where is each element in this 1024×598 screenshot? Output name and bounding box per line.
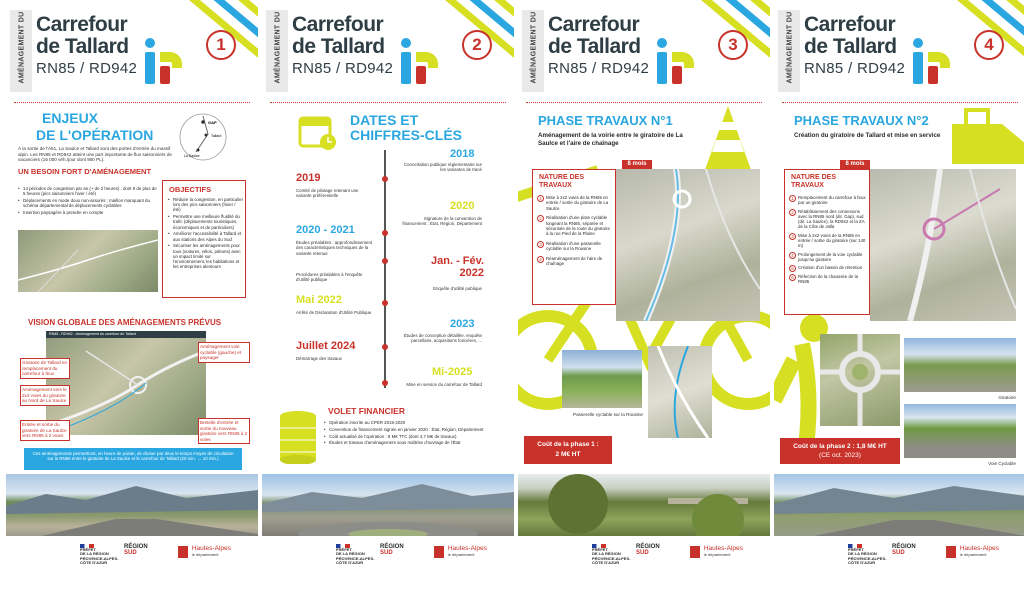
department-logo: Hautes-Alpes le département bbox=[178, 546, 231, 558]
timeline-text: Arrêté de Déclaration d'Utilité Publique bbox=[296, 310, 372, 315]
panel-header bbox=[6, 0, 258, 100]
divider bbox=[270, 102, 506, 103]
besoin-title: UN BESOIN FORT D'AMÉNAGEMENT bbox=[18, 167, 152, 176]
callout: Entrée et sortie du giratoire de La Saulce vers RN85 à 2 voies bbox=[20, 420, 70, 441]
header-title: Carrefour de Tallard bbox=[292, 13, 385, 58]
timeline-year: 2023 bbox=[450, 318, 475, 330]
vertical-label: AMÉNAGEMENT DU bbox=[266, 10, 288, 92]
department-logo: Hautes-Alpes le département bbox=[434, 546, 487, 558]
objectifs-box: OBJECTIFS • Réduire la congestion, en particulier lors des pics saisonniers (hiver / été) • Permettre une meilleure fluidité du trafic (déplacements touristiques, économiques et de particuliers) • Améliorer l'accessibilité à Tallard et aux stations des Alpes du Sud • Sécuriser les aménagements pour tous (voitures, vélos, piétons) avec un impact limité sur l'environnement, les habitations et les entreprises alentours bbox=[162, 180, 246, 298]
panel-4 bbox=[774, 0, 1024, 598]
list-item: • Études et travaux d'aménagement sous maîtrise d'ouvrage de l'État bbox=[324, 440, 504, 445]
list-item: 1 Remplacement du carrefour à feux par un giratoire bbox=[789, 195, 867, 206]
header-roads: RN85 / RD942 bbox=[548, 60, 650, 77]
vertical-label: AMÉNAGEMENT DU bbox=[778, 10, 800, 92]
list-item: • Réduire la congestion, en particulier lors des pics saisonniers (hiver / été) bbox=[168, 197, 244, 213]
cost-box: Coût de la phase 1 : 2 M€ HT bbox=[524, 436, 612, 464]
list-item: 1 Mise à 2x2 voies de la RN85 en entrée / sortie du giratoire de La Saulce bbox=[537, 195, 613, 211]
timeline-text: Études préalables : approfondissement des caractéristiques techniques de la variante retenue bbox=[296, 240, 373, 256]
panel-number: 1 bbox=[206, 30, 236, 60]
list-item: 3 Réalisation d'une passerelle cyclable sur la Rousine bbox=[537, 241, 613, 252]
coins-icon bbox=[276, 408, 320, 464]
list-item: 4 Prolongement de la voie cyclable jusqu'au giratoire bbox=[789, 252, 867, 263]
timeline-year: 2019 bbox=[296, 172, 321, 184]
list-item: 5 Création d'un bassin de rétention bbox=[789, 265, 867, 270]
list-item: • Insertion paysagère à prendre en compte bbox=[18, 210, 158, 215]
timeline-year: Juillet 2024 bbox=[296, 340, 356, 352]
compass-map-icon bbox=[178, 112, 228, 162]
list-item: • Convention de financement signée en janvier 2020 : État, Région, Département bbox=[324, 427, 504, 432]
phase-title: PHASE TRAVAUX N°2 bbox=[794, 113, 929, 128]
list-item: • Permettre une meilleure fluidité du trafic (déplacements touristiques, économiques et de particuliers) bbox=[168, 214, 244, 230]
callout: Aménagement voie cyclable (gauche) et paysager bbox=[198, 342, 250, 363]
intro-text: À la sortie de l'A51, La Saulce et Tallard sont des portes d'entrée du massif alpin. Les RN85 et RD942 atteint une part importante de flux saisonniers de vacanciers (16 000 véh./jour dont 900 PL). bbox=[18, 146, 172, 163]
divider bbox=[14, 102, 250, 103]
list-item: • 14 périodes de congestion par an (+ de 2 heures) : dont 9 de plus de 5 heures (pics saisonniers hiver / été) bbox=[18, 186, 158, 196]
divider bbox=[782, 102, 1018, 103]
phase-subtitle: Création du giratoire de Tallard et mise en service bbox=[794, 132, 941, 139]
detail-map bbox=[648, 346, 712, 438]
panel-2 bbox=[262, 0, 514, 598]
panel-header bbox=[262, 0, 514, 100]
list-item: • Améliorer l'accessibilité à Tallard et aux stations des Alpes du Sud bbox=[168, 231, 244, 241]
department-logo: Hautes-Alpes le département bbox=[946, 546, 999, 558]
site-photo bbox=[774, 474, 1024, 544]
header-roads: RN85 / RD942 bbox=[804, 60, 906, 77]
footer-logos bbox=[262, 536, 514, 598]
list-item: • Opération inscrite au CPER 2015-2020 bbox=[324, 420, 504, 425]
timeline-year: 2018 bbox=[450, 148, 475, 160]
section-title: DATES ET CHIFFRES-CLÉS bbox=[350, 112, 462, 143]
list-item: 6 Réfection de la chaussée de la RN85 bbox=[789, 274, 867, 285]
callout: Bretelle d'entrée et sortie du nouveau giratoire vers RN85 à 2 voies bbox=[198, 418, 250, 444]
list-item: 2 Réalisation d'une piste cyclable longeant la RN85, séparée et sécurisée de la route du giratoire à la rue Pied de la Plaine bbox=[537, 215, 613, 237]
list-item: • Sécuriser les aménagements pour tous (voitures, vélos, piétons) avec un impact limité sur l'environnement, les habitations et les entreprises alentours bbox=[168, 243, 244, 269]
vertical-label: AMÉNAGEMENT DU bbox=[10, 10, 32, 92]
region-logo: RÉGION SUD bbox=[380, 544, 404, 556]
list-item: 4 Réaménagement de l'aire de chaînage bbox=[537, 256, 613, 267]
divider bbox=[526, 102, 762, 103]
svg-text:Tallard: Tallard bbox=[211, 134, 222, 138]
bulldozer-icon bbox=[942, 104, 1024, 164]
timeline-text: Signature de la convention de financement : État, Région, Département bbox=[402, 216, 482, 227]
timeline-year: Jan. - Fév. 2022 bbox=[431, 255, 484, 279]
panel-header bbox=[518, 0, 770, 100]
prefet-logo: PRÉFET DE LA RÉGION PROVENCE-ALPES- CÔTE D'AZUR bbox=[848, 544, 886, 566]
calendar-icon bbox=[298, 112, 338, 152]
header-title: Carrefour de Tallard bbox=[804, 13, 897, 58]
header-roads: RN85 / RD942 bbox=[292, 60, 394, 77]
header-title: Carrefour de Tallard bbox=[36, 13, 129, 58]
department-logo: Hautes-Alpes le département bbox=[690, 546, 743, 558]
prefet-logo: PRÉFET DE LA RÉGION PROVENCE-ALPES- CÔTE D'AZUR bbox=[80, 544, 118, 566]
giratoire-photo bbox=[904, 338, 1016, 392]
phase-subtitle: Aménagement de la voirie entre le giratoire de La Saulce et l'aire de chaînage bbox=[538, 132, 683, 147]
timeline-axis bbox=[384, 150, 386, 388]
bridge-photo bbox=[562, 350, 642, 408]
photo-caption: Passerelle cyclable sur la Rousine bbox=[573, 412, 643, 417]
cost-box: Coût de la phase 2 : 1,8 M€ HT (CE oct. 2023) bbox=[780, 438, 900, 464]
timeline-year: 2020 - 2021 bbox=[296, 224, 355, 236]
timeline-text: Procédures préalables à l'enquête d'utilité publique bbox=[296, 272, 363, 283]
photo-caption: Voie Cyclable bbox=[988, 461, 1016, 466]
list-item: • Coût actualisé de l'opération : 8 M€ TTC (dont 4,7 M€ de travaux) bbox=[324, 434, 504, 439]
list-item: 3 Mise à 2x2 voies de la RN85 en entrée / sortie du giratoire (sur 140 m) bbox=[789, 233, 867, 249]
duration-badge: 8 mois bbox=[840, 160, 870, 169]
timeline-text: Comité de pilotage retenant une variante préférentielle bbox=[296, 188, 359, 199]
besoin-list bbox=[18, 186, 158, 217]
timeline-year: Mai 2022 bbox=[296, 294, 342, 306]
phase-1-map bbox=[616, 169, 760, 321]
phase-2-map bbox=[870, 169, 1016, 321]
region-logo: RÉGION SUD bbox=[892, 544, 916, 556]
volet-list bbox=[324, 420, 504, 447]
timeline-text: Études de conception détaillée, enquête parcellaire, acquisitions foncières, ... bbox=[403, 333, 482, 344]
brand-logo-icon bbox=[398, 36, 442, 86]
header-roads: RN85 / RD942 bbox=[36, 60, 138, 77]
nature-box: NATURE DES TRAVAUX 1 Remplacement du carrefour à feux par un giratoire 2 Rétablissement des connexions avec la RN85 nord (dir. Gap), sud (dir. La Saulce), la RD942 et la ZA de la Côte de Jalla 3 Mise à 2x2 voies de la RN85 en entrée / sortie du giratoire (sur 140 m) 4 Prolongement de la voie cyclable jusqu'au giratoire 5 Création d'un bassin de rétention 6 Réfection de la chaussée de la RN85 bbox=[784, 169, 870, 315]
note-banner: Ces aménagements permettront, en heure de pointe, de diviser par deux le temps moyen de circulation sur la RN85 entre le giratoire de La Saulce et le carrefour de Tallard (20 min. → 10 min.) bbox=[24, 448, 242, 470]
panel-1 bbox=[6, 0, 258, 598]
timeline-year: Mi-2025 bbox=[432, 366, 473, 378]
svg-text:GAP: GAP bbox=[208, 120, 217, 125]
photo-caption: Giratoire bbox=[998, 395, 1016, 400]
duration-badge: 8 mois bbox=[622, 160, 652, 169]
region-logo: RÉGION SUD bbox=[636, 544, 660, 556]
panel-number: 2 bbox=[462, 30, 492, 60]
brand-logo-icon bbox=[142, 36, 186, 86]
nature-box: NATURE DES TRAVAUX 1 Mise à 2x2 voies de la RN85 en entrée / sortie du giratoire de La Saulce 2 Réalisation d'une piste cyclable longeant la RN85, séparée et sécurisée de la route du giratoire à la rue Pied de la Plaine 3 Réalisation d'une passerelle cyclable sur la Rousine 4 Réaménagement de l'aire de chaînage bbox=[532, 169, 616, 305]
footer-logos bbox=[518, 536, 770, 598]
timeline-text: Concertation publique réglementaire sur les variantes de tracé bbox=[403, 162, 482, 173]
timeline-year: 2020 bbox=[450, 200, 475, 212]
vertical-label: AMÉNAGEMENT DU bbox=[522, 10, 544, 92]
panel-3 bbox=[518, 0, 770, 598]
section-title: ENJEUX DE L'OPÉRATION bbox=[36, 110, 154, 143]
panel-number: 3 bbox=[718, 30, 748, 60]
list-item: 2 Rétablissement des connexions avec la RN85 nord (dir. Gap), sud (dir. La Saulce), la RD942 et la ZA de la Côte de Jalla bbox=[789, 209, 867, 230]
header-title: Carrefour de Tallard bbox=[548, 13, 641, 58]
site-photo bbox=[6, 474, 258, 544]
site-photo bbox=[262, 474, 514, 544]
timeline-text: Démarrage des travaux bbox=[296, 356, 342, 361]
prefet-logo: PRÉFET DE LA RÉGION PROVENCE-ALPES- CÔTE D'AZUR bbox=[592, 544, 630, 566]
site-photo bbox=[518, 474, 770, 544]
panel-number: 4 bbox=[974, 30, 1004, 60]
callout: Aménagement vers le 2x2 voies du giratoire au Nord de La Saulce bbox=[20, 385, 70, 406]
brand-logo-icon bbox=[910, 36, 954, 86]
overview-map bbox=[18, 230, 158, 292]
panel-header bbox=[774, 0, 1024, 100]
vision-map: RN85 - RD942 - Aménagement du carrefour de Tallard bbox=[46, 331, 206, 435]
callout: Giratoire de Tallard en remplacement du carrefour à feux bbox=[20, 358, 70, 379]
footer-logos bbox=[6, 536, 258, 598]
footer-logos bbox=[774, 536, 1024, 598]
prefet-logo: PRÉFET DE LA RÉGION PROVENCE-ALPES- CÔTE D'AZUR bbox=[336, 544, 374, 566]
roundabout-aerial bbox=[820, 334, 900, 426]
brand-logo-icon bbox=[654, 36, 698, 86]
vision-title: VISION GLOBALE DES AMÉNAGEMENTS PRÉVUS bbox=[28, 318, 222, 327]
volet-title: VOLET FINANCIER bbox=[328, 406, 405, 416]
svg-text:La Saulce: La Saulce bbox=[184, 154, 200, 158]
voie-cyclable-photo bbox=[904, 404, 1016, 458]
list-item: • Déplacements en mode doux non-assurés : maillon manquant du schéma départemental de déplacements cyclables bbox=[18, 198, 158, 208]
timeline-text: Enquête d'utilité publique bbox=[433, 286, 482, 291]
timeline-text: Mise en service du carrefour de Tallard bbox=[406, 382, 482, 387]
region-logo: RÉGION SUD bbox=[124, 544, 148, 556]
phase-title: PHASE TRAVAUX N°1 bbox=[538, 113, 673, 128]
